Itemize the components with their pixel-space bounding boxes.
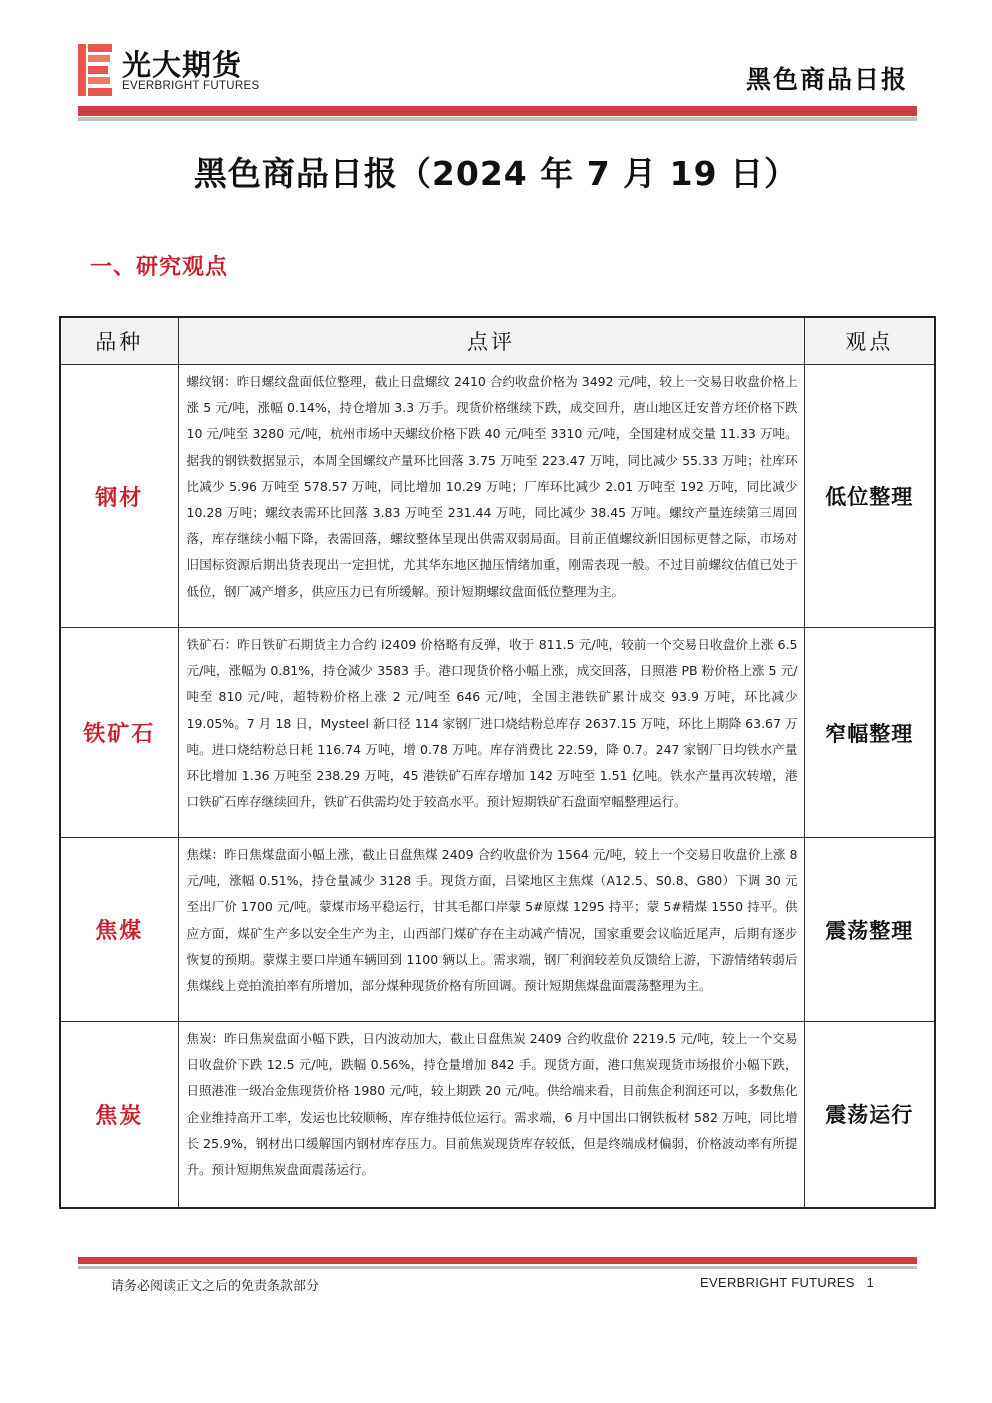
category-cell: 铁矿石 [60, 628, 178, 838]
table-row [60, 1022, 935, 1208]
everbright-logo-icon [78, 44, 114, 96]
comment-cell: 铁矿石：昨日铁矿石期货主力合约 i2409 价格略有反弹，收于 811.5 元/吨，较前一个交易日收盘价上涨 6.5 元/吨，涨幅为 0.81%，持仓减少 3583 手。港口现货价格小幅上涨，成交回落，日照港 PB 粉价格上涨 5 元/吨至 810 元/吨，超特粉价格上涨 2 元/吨至 646 元/吨，全国主港铁矿累计成交 93.9 万吨，环比减少 19.05%。7 月 18 日，Mysteel 新口径 114 家钢厂进口烧结粉总库存 2637.15 万吨，环比上期降 63.67 万吨。进口烧结粉总日耗 116.74 万吨，增 0.78 万吨。库存消费比 22.59，降 0.7。247 家钢厂日均铁水产量环比增加 1.36 万吨至 238.29 万吨，45 港铁矿石库存增加 142 万吨至 1.51 亿吨。铁水产量再次转增，港口铁矿石库存继续回升，铁矿石供需均处于较高水平。预计短期铁矿石盘面窄幅整理运行。 [178, 628, 804, 838]
logo-english-name: EVERBRIGHT FUTURES [122, 80, 260, 92]
footer-brand: EVERBRIGHT FUTURES [700, 1275, 855, 1290]
table-header-row [60, 317, 935, 365]
company-logo [78, 41, 278, 97]
research-view-table [59, 316, 936, 1209]
table-row [60, 838, 935, 1022]
logo-chinese-name: 光大期货 [122, 48, 243, 82]
comment-cell: 焦炭：昨日焦炭盘面小幅下跌，日内波动加大，截止日盘焦炭 2409 合约收盘价 2219.5 元/吨，较上一个交易日收盘价下跌 12.5 元/吨，跌幅 0.56%，持仓量增加 842 手。现货方面，港口焦炭现货市场报价小幅下跌，日照港准一级冶金焦现货价格 1980 元/吨，较上期跌 20 元/吨。供给端来看，目前焦企利润还可以，多数焦化企业维持高开工率，发运也比较顺畅，库存维持低位运行。需求端，6 月中国出口钢铁板材 582 万吨，同比增长 25.9%，钢材出口缓解国内钢材库存压力。目前焦炭现货库存较低，但是终端成材偏弱，价格波动率有所提升。预计短期焦炭盘面震荡运行。 [178, 1022, 804, 1208]
header-comment: 点评 [178, 317, 804, 365]
report-name-header: 黑色商品日报 [745, 65, 908, 94]
header-divider-red [78, 106, 917, 116]
comment-cell: 螺纹钢：昨日螺纹盘面低位整理，截止日盘螺纹 2410 合约收盘价格为 3492 元/吨，较上一交易日收盘价格上涨 5 元/吨，涨幅 0.14%，持仓增加 3.3 万手。现货价格继续下跌，成交回升，唐山地区迁安普方坯价格下跌 10 元/吨至 3280 元/吨，杭州市场中天螺纹价格下跌 40 元/吨至 3310 元/吨，全国建材成交量 11.33 万吨。据我的钢铁数据显示，本周全国螺纹产量环比回落 3.75 万吨至 223.47 万吨，同比减少 55.33 万吨；社库环比减少 5.96 万吨至 578.57 万吨，同比增加 10.29 万吨；厂库环比减少 2.01 万吨至 192 万吨，同比减少 10.28 万吨；螺纹表需环比回落 3.83 万吨至 231.44 万吨，同比减少 38.45 万吨。螺纹产量连续第三周回落，库存继续小幅下降，表需回落，螺纹整体呈现出供需双弱局面。目前正值螺纹新旧国标更替之际，市场对旧国标资源后期出货表现出一定担忧，尤其华东地区抛压情绪加重，刚需表现一般。不过目前螺纹估值已处于低位，钢厂减产增多，供应压力已有所缓解。预计短期螺纹盘面低位整理为主。 [178, 365, 804, 628]
header-divider-grey [78, 117, 917, 121]
section-heading: 一、研究观点 [90, 255, 229, 280]
document-title: 黑色商品日报（2024 年 7 月 19 日） [193, 154, 799, 193]
view-cell: 震荡运行 [804, 1022, 935, 1208]
category-cell: 钢材 [60, 365, 178, 628]
footer-disclaimer: 请务必阅读正文之后的免责条款部分 [111, 1279, 320, 1294]
category-cell: 焦炭 [60, 1022, 178, 1208]
table-row [60, 628, 935, 838]
view-cell: 低位整理 [804, 365, 935, 628]
header-category: 品种 [60, 317, 178, 365]
comment-cell: 焦煤：昨日焦煤盘面小幅上涨，截止日盘焦煤 2409 合约收盘价为 1564 元/吨，较上一个交易日收盘价上涨 8 元/吨，涨幅 0.51%，持仓量减少 3128 手。现货方面，吕梁地区主焦煤（A12.5、S0.8、G80）下调 30 元至出厂价 1700 元/吨。蒙煤市场平稳运行，甘其毛都口岸蒙 5#原煤 1295 持平；蒙 5#精煤 1550 持平。供应方面，煤矿生产多以安全生产为主，山西部门煤矿存在主动减产情况，国家重要会议临近尾声，后期有逐步恢复的预期。蒙煤主要口岸通车辆回到 1100 辆以上。需求端，钢厂利润较差负反馈给上游，下游情绪转弱后焦煤线上竞拍流拍率有所增加，部分煤种现货价格有所回调。预计短期焦煤盘面震荡整理为主。 [178, 838, 804, 1022]
footer-divider-red [78, 1257, 917, 1264]
footer-divider-grey [78, 1266, 917, 1269]
table-row [60, 365, 935, 628]
footer-brand-page [700, 1275, 874, 1290]
view-cell: 窄幅整理 [804, 628, 935, 838]
page-number: 1 [866, 1275, 874, 1290]
header-view: 观点 [804, 317, 935, 365]
view-cell: 震荡整理 [804, 838, 935, 1022]
category-cell: 焦煤 [60, 838, 178, 1022]
